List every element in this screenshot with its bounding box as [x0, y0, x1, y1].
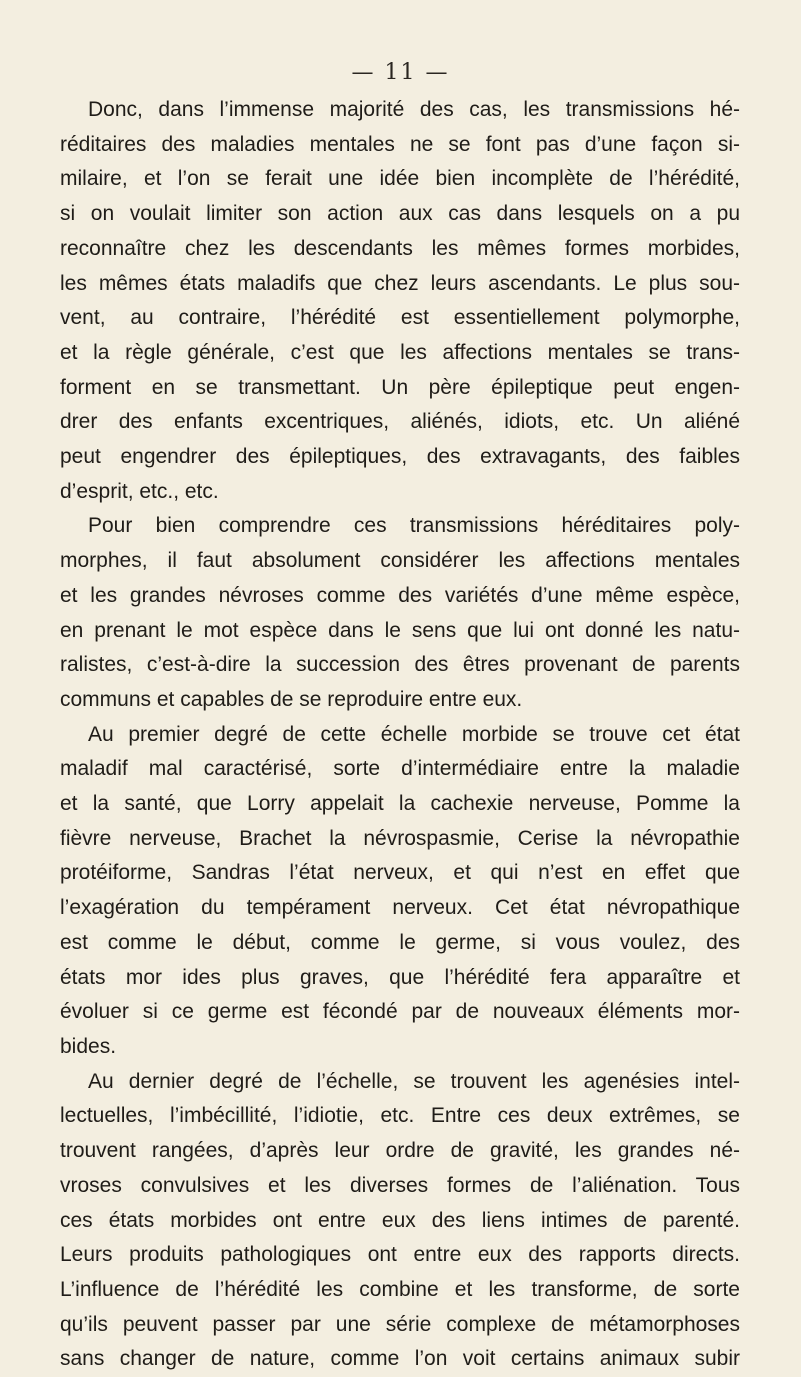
text-line: évoluer si ce germe est fécondé par de nouveaux éléments mor- [60, 1000, 740, 1024]
text-line: états mor ides plus graves, que l’hérédité fera apparaître et [60, 965, 740, 989]
text-line: et la règle générale, c’est que les affections mentales se trans- [60, 340, 740, 364]
text-line: morphes, il faut absolument considérer les affections mentales [60, 549, 740, 573]
text-line: si on voulait limiter son action aux cas dans lesquels on a pu [60, 202, 740, 226]
text-line: vent, au contraire, l’hérédité est essentiellement polymorphe, [60, 306, 740, 330]
text-line: Donc, dans l’immense majorité des cas, les transmissions hé- [88, 98, 740, 121]
text-line: milaire, et l’on se ferait une idée bien incomplète de l’hérédité, [60, 167, 740, 191]
text-line: et la santé, que Lorry appelait la cachexie nerveuse, Pomme la [60, 792, 740, 816]
text-line: et les grandes névroses comme des variétés d’une même espèce, [60, 583, 740, 607]
text-line: ralistes, c’est-à-dire la succession des êtres provenant de parents [60, 653, 740, 677]
text-line: Au dernier degré de l’échelle, se trouvent les agenésies intel- [88, 1069, 740, 1093]
text-line: est comme le début, comme le germe, si vous voulez, des [60, 930, 740, 954]
text-line: trouvent rangées, d’après leur ordre de gravité, les grandes né- [60, 1139, 740, 1163]
text-line: drer des enfants excentriques, aliénés, idiots, etc. Un aliéné [60, 410, 740, 434]
text-line: qu’ils peuvent passer par une série complexe de métamorphoses [60, 1312, 740, 1336]
text-line: les mêmes états maladifs que chez leurs ascendants. Le plus sou- [60, 271, 740, 295]
text-line: L’influence de l’hérédité les combine et les transforme, de sorte [60, 1277, 740, 1301]
text-line: Pour bien comprendre ces transmissions héréditaires poly- [88, 514, 740, 538]
text-line: sans changer de nature, comme l’on voit certains animaux subir [60, 1347, 740, 1371]
text-line: l’exagération du tempérament nerveux. Cet état névropathique [60, 896, 740, 920]
text-line: forment en se transmettant. Un père épileptique peut engen- [60, 375, 740, 399]
text-line: lectuelles, l’imbécillité, l’idiotie, etc. Entre ces deux extrêmes, se [60, 1104, 740, 1128]
text-line: bides. [60, 1034, 117, 1058]
text-line: communs et capables de se reproduire entre eux. [60, 687, 523, 711]
text-line: Leurs produits pathologiques ont entre eux des rapports directs. [60, 1243, 740, 1267]
text-line: fièvre nerveuse, Brachet la névrospasmie, Cerise la névropathie [60, 826, 740, 850]
body-text [60, 93, 740, 1377]
text-line: protéiforme, Sandras l’état nerveux, et qui n’est en effet que [60, 861, 740, 885]
text-line: réditaires des maladies mentales ne se font pas d’une façon si- [60, 132, 740, 156]
text-line: Au premier degré de cette échelle morbide se trouve cet état [88, 722, 740, 746]
text-line: en prenant le mot espèce dans le sens que lui ont donné les natu- [60, 618, 740, 642]
text-line: maladif mal caractérisé, sorte d’intermédiaire entre la maladie [60, 757, 740, 781]
text-line: vroses convulsives et les diverses formes de l’aliénation. Tous [60, 1173, 740, 1197]
text-line: d’esprit, etc., etc. [60, 479, 219, 503]
text-line: reconnaître chez les descendants les mêmes formes morbides, [60, 236, 740, 260]
text-line: ces états morbides ont entre eux des liens intimes de parenté. [60, 1208, 740, 1232]
page-number: — 11 — [351, 60, 450, 85]
text-line: peut engendrer des épileptiques, des extravagants, des faibles [60, 445, 740, 469]
